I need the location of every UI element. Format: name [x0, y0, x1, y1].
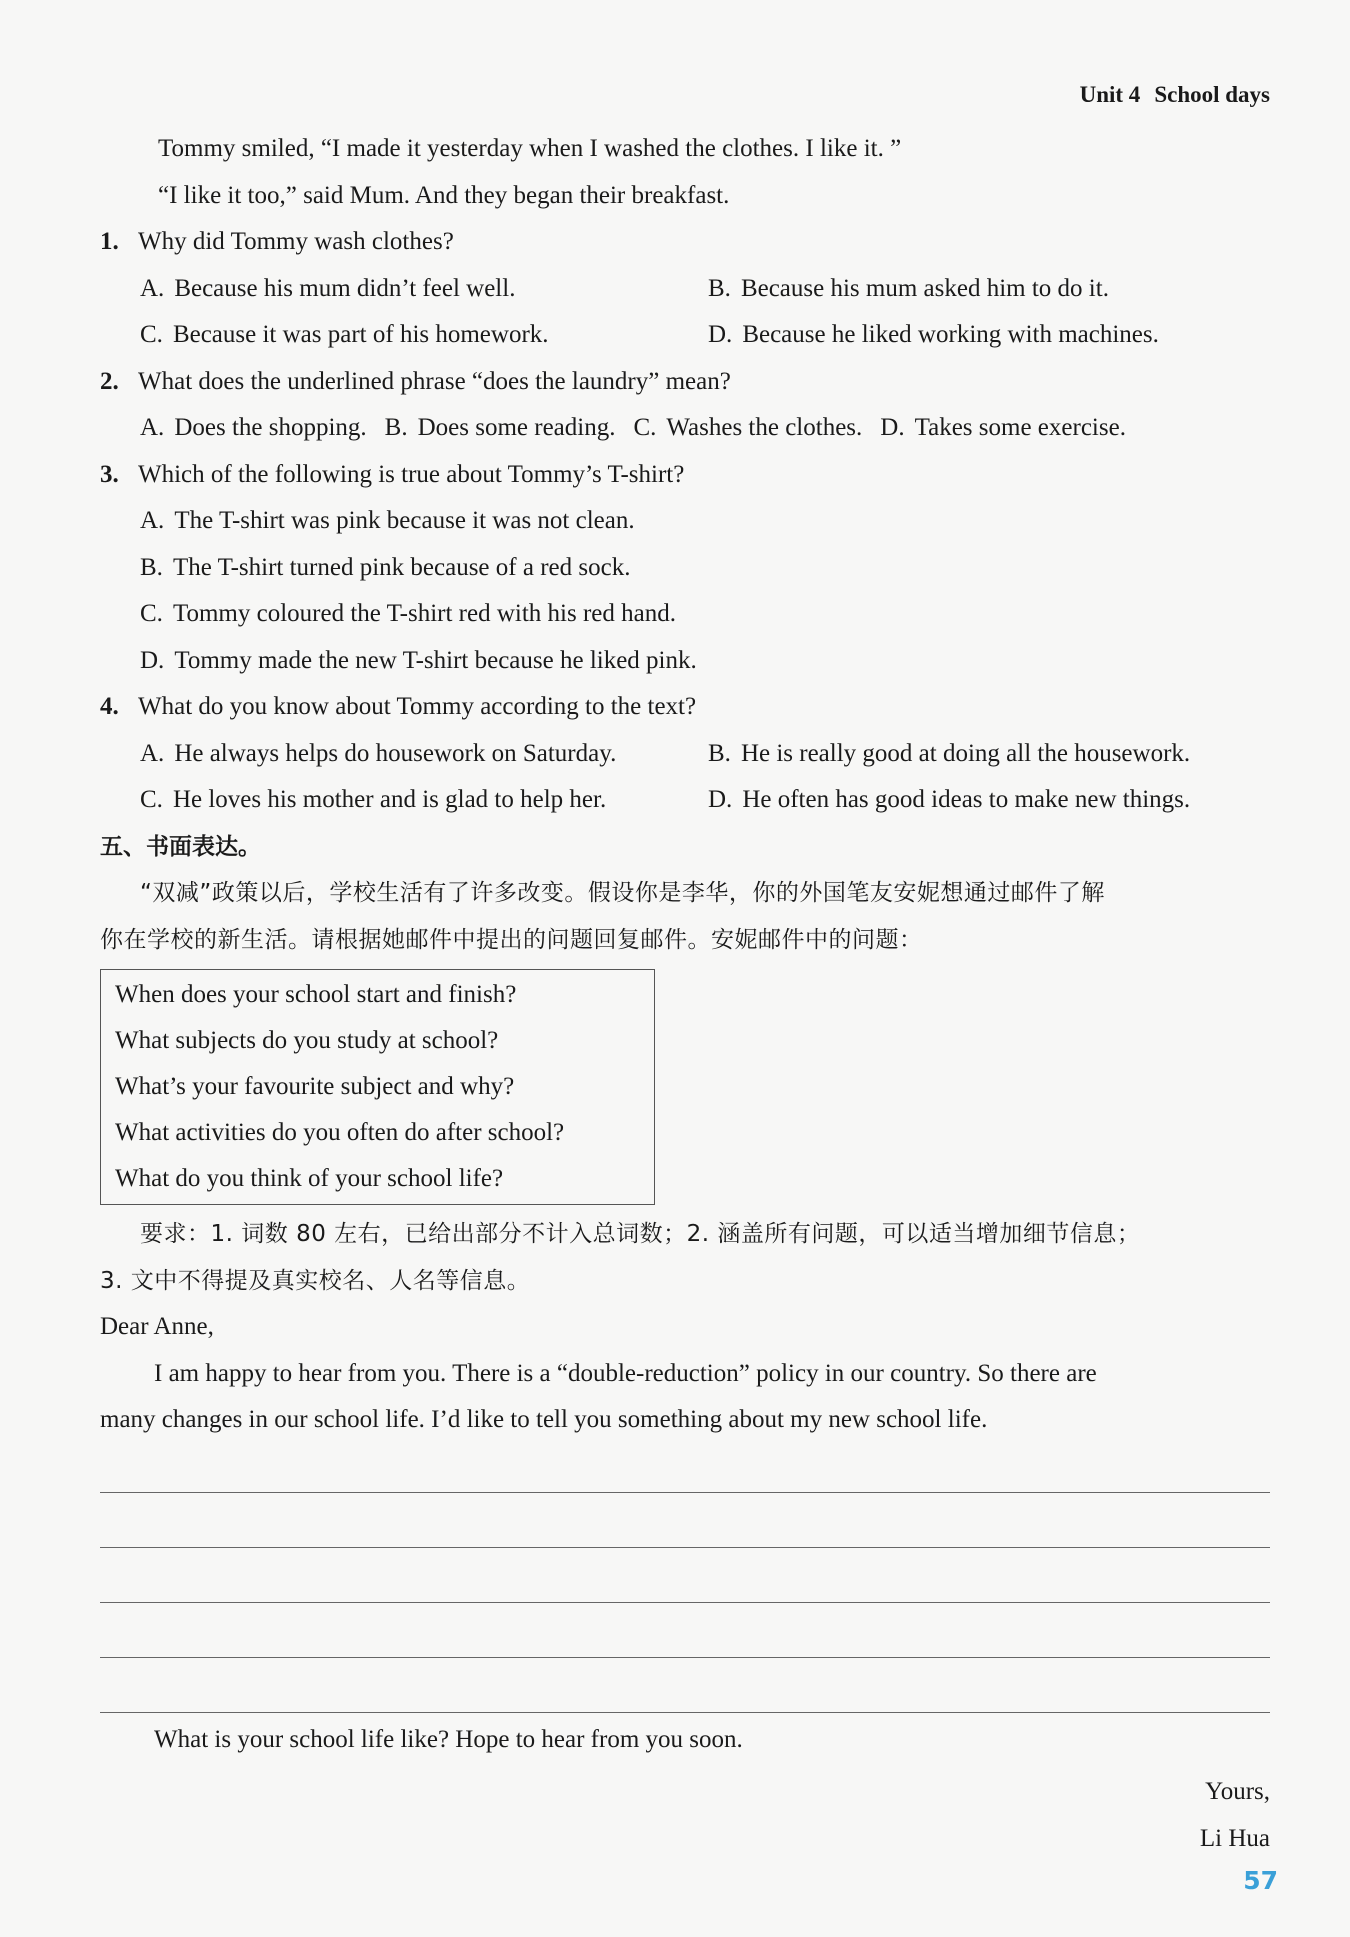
unit-title: School days: [1154, 82, 1270, 107]
letter-greeting: Dear Anne,: [100, 1313, 214, 1340]
option-c[interactable]: C. Washes the clothes.: [633, 414, 863, 441]
option-b[interactable]: B. He is really good at doing all the housework.: [708, 739, 1191, 767]
section-title: 五、书面表达。: [100, 833, 261, 860]
requirements: 要求：1. 词数 80 左右，已给出部分不计入总词数；2. 涵盖所有问题，可以适当增加细节信息；: [140, 1221, 1141, 1247]
option-a[interactable]: A. Does the shopping.: [140, 414, 367, 441]
box-question: What do you think of your school life?: [115, 1165, 504, 1192]
writing-line[interactable]: [100, 1493, 1270, 1548]
option-b[interactable]: B. Does some reading.: [384, 414, 616, 441]
passage-line: “I like it too,” said Mum. And they began their breakfast.: [158, 181, 730, 209]
page-header: [1066, 82, 1270, 108]
passage-line: Tommy smiled, “I made it yesterday when I washed the clothes. I like it. ”: [158, 135, 902, 162]
option-a[interactable]: A. The T-shirt was pink because it was not clean.: [140, 507, 635, 534]
question-text: Why did Tommy wash clothes?: [138, 228, 454, 255]
box-question: What subjects do you study at school?: [115, 1027, 499, 1054]
option-b[interactable]: B. The T-shirt turned pink because of a red sock.: [140, 553, 631, 581]
question-4: [100, 684, 1275, 731]
option-row: [100, 777, 1275, 824]
letter-closing: What is your school life like? Hope to hear from you soon.: [154, 1725, 743, 1753]
writing-intro: “双减”政策以后，学校生活有了许多改变。假设你是李华，你的外国笔友安妮想通过邮件了解: [140, 880, 1105, 906]
writing-line[interactable]: [100, 1438, 1270, 1493]
question-2: [100, 359, 1275, 406]
question-number: 1.: [100, 228, 119, 255]
question-1: [100, 219, 1275, 266]
option-c[interactable]: C. He loves his mother and is glad to help her.: [140, 786, 607, 813]
option-b[interactable]: B. Because his mum asked him to do it.: [708, 274, 1109, 302]
option-d[interactable]: D. He often has good ideas to make new things.: [708, 786, 1191, 813]
question-number: 2.: [100, 367, 119, 395]
option-d[interactable]: D. Because he liked working with machines.: [708, 321, 1159, 348]
question-number: 4.: [100, 693, 119, 720]
box-question: What activities do you often do after school?: [115, 1119, 565, 1146]
option-row: [100, 266, 1275, 313]
box-question: When does your school start and finish?: [115, 981, 517, 1008]
option-c[interactable]: C. Tommy coloured the T-shirt red with his red hand.: [140, 600, 676, 627]
letter-opening: I am happy to hear from you. There is a “double-reduction” policy in our country. So there are: [154, 1359, 1097, 1387]
requirements: 3. 文中不得提及真实校名、人名等信息。: [100, 1267, 531, 1294]
option-c[interactable]: C. Because it was part of his homework.: [140, 321, 549, 348]
option-a[interactable]: A. Because his mum didn’t feel well.: [140, 274, 516, 302]
writing-area[interactable]: [100, 1438, 1275, 1713]
option-row: [100, 312, 1275, 359]
question-3: [100, 452, 1275, 499]
letter-signoff: Yours,: [1205, 1778, 1270, 1805]
option-d[interactable]: D. Tommy made the new T-shirt because he liked pink.: [140, 646, 697, 674]
question-number: 3.: [100, 460, 119, 488]
letter-opening: many changes in our school life. I’d like to tell you something about my new school life.: [100, 1406, 988, 1433]
letter-name: Li Hua: [1199, 1824, 1270, 1852]
page-content: [100, 126, 1275, 1862]
page-number: 57: [1243, 1866, 1278, 1895]
question-text: Which of the following is true about Tommy’s T-shirt?: [138, 460, 685, 488]
question-text: What do you know about Tommy according to the text?: [138, 693, 697, 720]
writing-line[interactable]: [100, 1658, 1270, 1713]
email-questions-box: [100, 969, 655, 1205]
option-d[interactable]: D. Takes some exercise.: [880, 414, 1126, 441]
writing-intro: 你在学校的新生活。请根据她邮件中提出的问题回复邮件。安妮邮件中的问题：: [100, 926, 923, 953]
box-question: What’s your favourite subject and why?: [115, 1073, 515, 1100]
question-text: What does the underlined phrase “does the laundry” mean?: [138, 367, 731, 395]
option-a[interactable]: A. He always helps do housework on Saturday.: [140, 739, 617, 767]
unit-label: Unit 4: [1079, 82, 1141, 107]
option-row: [100, 405, 1275, 452]
option-row: [100, 731, 1275, 778]
writing-line[interactable]: [100, 1548, 1270, 1603]
writing-line[interactable]: [100, 1603, 1270, 1658]
